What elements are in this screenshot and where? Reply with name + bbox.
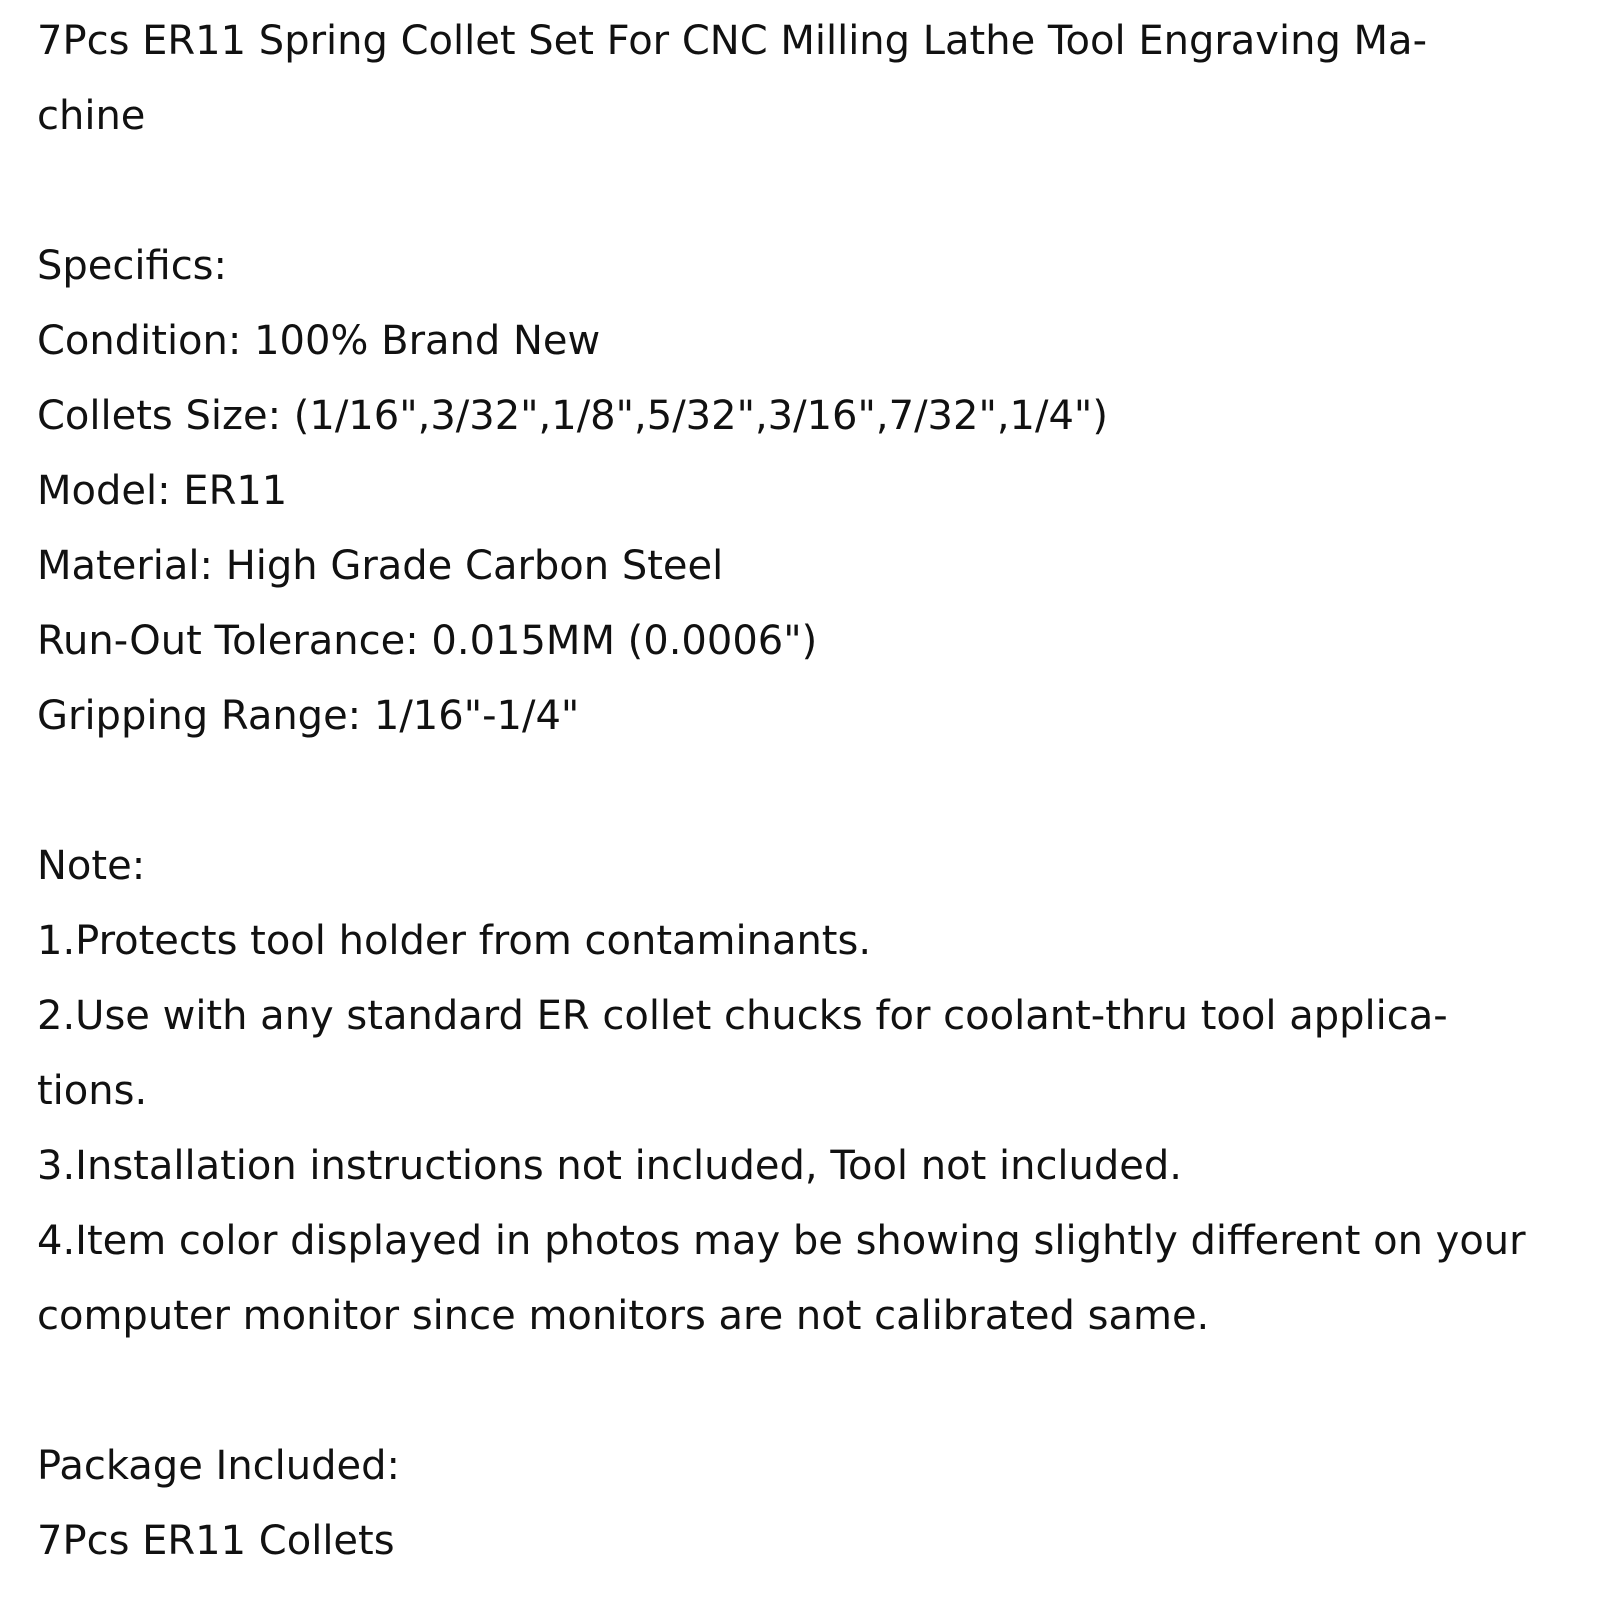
note-line-4: 3.Installation instructions not included, Tool not included. (37, 1143, 1182, 1189)
spec-model: Model: ER11 (37, 468, 288, 514)
spec-condition: Condition: 100% Brand New (37, 318, 601, 364)
note-line-1: 1.Protects tool holder from contaminants. (37, 918, 872, 964)
package-heading: Package Included: (37, 1443, 400, 1489)
spec-material: Material: High Grade Carbon Steel (37, 543, 724, 589)
title-line-1: 7Pcs ER11 Spring Collet Set For CNC Milling Lathe Tool Engraving Ma- (37, 18, 1427, 64)
note-heading: Note: (37, 843, 146, 889)
note-line-5: 4.Item color displayed in photos may be showing slightly different on your (37, 1218, 1526, 1264)
package-item: 7Pcs ER11 Collets (37, 1518, 395, 1564)
note-line-3: tions. (37, 1068, 148, 1114)
note-line-2: 2.Use with any standard ER collet chucks for coolant-thru tool applica- (37, 993, 1448, 1039)
spec-collets-size: Collets Size: (1/16",3/32",1/8",5/32",3/16",7/32",1/4") (37, 393, 1108, 439)
specifics-heading: Specifics: (37, 243, 227, 289)
note-line-6: computer monitor since monitors are not calibrated same. (37, 1293, 1210, 1339)
title-line-2: chine (37, 93, 146, 139)
spec-gripping-range: Gripping Range: 1/16"-1/4" (37, 693, 580, 739)
spec-run-out-tolerance: Run-Out Tolerance: 0.015MM (0.0006") (37, 618, 818, 664)
